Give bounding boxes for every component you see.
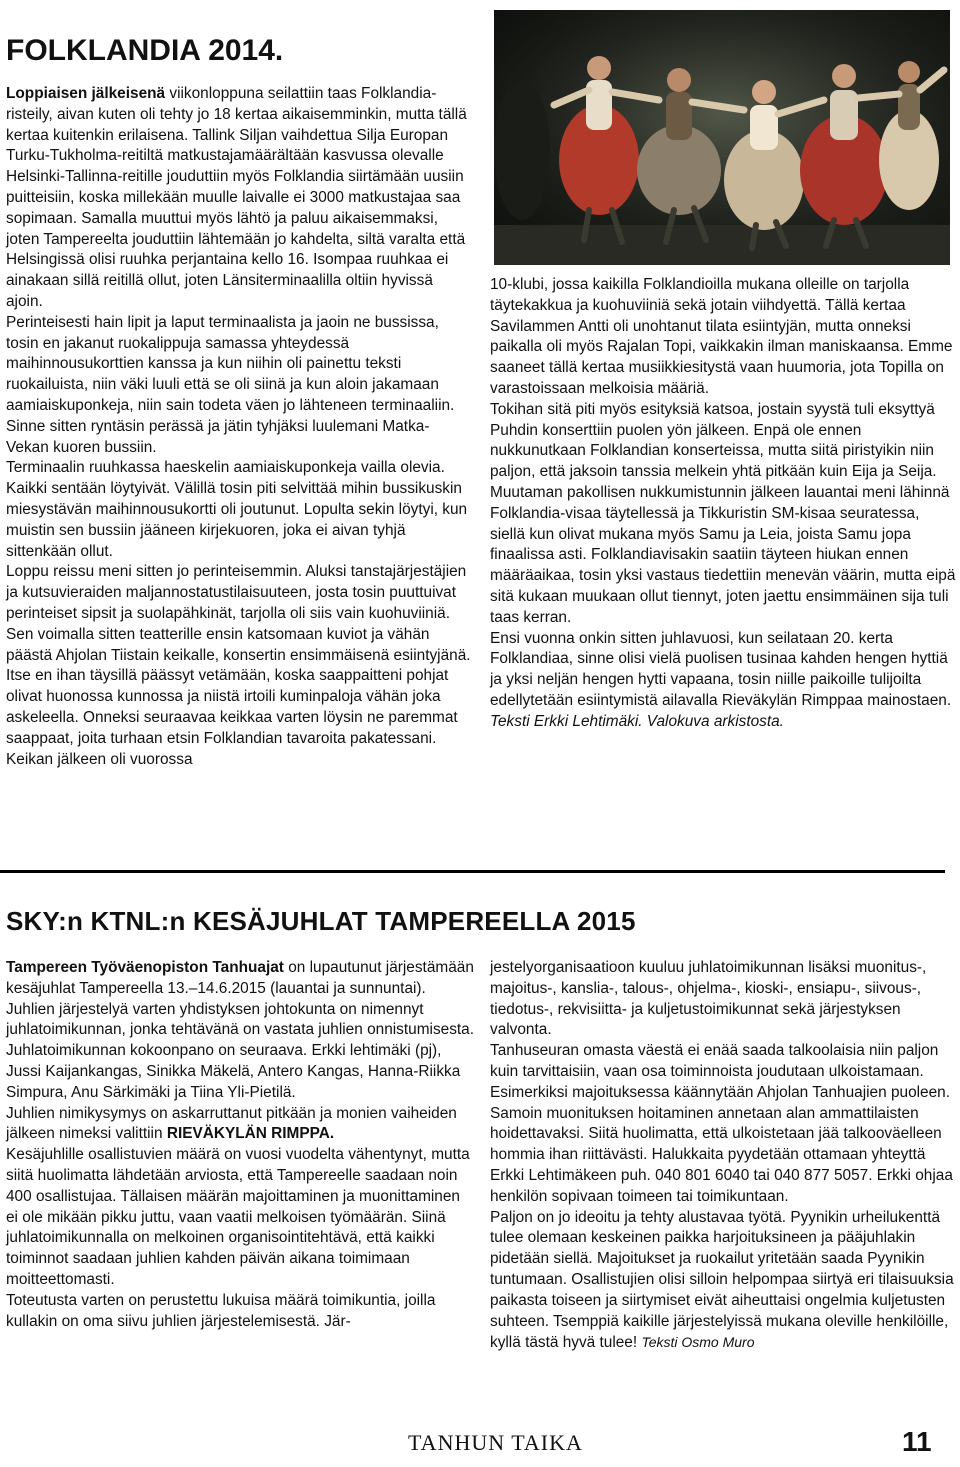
paragraph-text: Juhlien nimikysymys on askarruttanut pitkään ja monien vaiheiden jälkeen nimeksi valittiin bbox=[6, 1104, 457, 1143]
paragraph-text: Paljon on jo ideoitu ja tehty alustavaa työtä. Pyynikin urheilukenttä tulee olemaan keskeinen paikka harjoituksineen ja pääjuhlakin pidetään siellä. Majoitukset ja ruokailut yritetään saada Pyynikin tuntumaan. Osallistujien olisi silloin helpompaa siirtyä eri tilaisuuksia paikasta toiseen ja siirtymiset eivät aiheuttaisi ongelmia kuljetusten suhteen. Tsemppiä kaikille järjestelyissä mukana oleville henkilöille, kyllä tästä hyvä tulee! bbox=[490, 1208, 954, 1352]
article-title: FOLKLANDIA 2014. bbox=[6, 34, 284, 67]
paragraph bbox=[6, 958, 474, 1000]
paragraph: jestelyorganisaatioon kuuluu juhlatoimikunnan lisäksi muonitus-, majoitus-, kanslia-, talous-, ohjelma-, kioski-, ensiapu-, siivous-, tiedotus-, rekvisiitta- ja kuljetustoimikunnat sekä järjestyksen valvonta. bbox=[490, 959, 927, 1039]
paragraph: 10-klubi, jossa kaikilla Folklandioilla mukana olleille on tarjolla täytekakkua ja kuohuviiniä sekä jotain viihdyettä. Tällä kertaa Savilammen Antti oli unohtanut tilata esiintyjän, mutta onneksi paikalla oli myös Rajalan Topi, vaikkakin ilman maniskaansa. Emme saaneet tällä kertaa musiikkiesitystä vaan huumoria, jota Topilla on varastoissaan melkoisia määriä. bbox=[490, 276, 953, 397]
paragraph bbox=[6, 84, 472, 313]
article-right-column bbox=[490, 958, 954, 1354]
paragraph: Perinteisesti hain lipit ja laput terminaalista ja jaoin ne bussissa, tosin en jakanut ruokalippuja samassa yhteydessä maihinnousukorttien kanssa ja kun niihin oli painettu teksti ruokailuista, niin väki luuli että se oli siinä ja kun aloin jakamaan aamiaiskuponkeja, niin sain todeta väen jo lähteneen terminaaliin. Sinne sitten ryntäsin perässä ja jätin tyhjäksi luulemani Matka-Vekan kuoren bussiin. bbox=[6, 313, 455, 456]
paragraph-text: on lupautunut järjestämään kesäjuhlat Tampereella 13.–14.6.2015 (lauantai ja sunnuntai). bbox=[6, 959, 474, 997]
lead-bold: Tampereen Työväenopiston Tanhuajat bbox=[6, 959, 284, 976]
paragraph: Kesäjuhlille osallistuvien määrä on vuosi vuodelta vähentynyt, mutta siitä huolimatta lähdetään arviosta, että Tampereelle saadaan noin 400 osallistujaa. Tällaisen määrän majoittaminen ja muonittaminen ei ole mikään pikku juttu, vaan vaatii melkoisen työmäärän. Siinä juhlatoimikunnalla on melkoinen organisointitehtävä, että kaikki toiminnot saadaan juhlien kahden päivän aikana toimimaan moitteettomasti. bbox=[6, 1146, 470, 1288]
photo-credit: Teksti Erkki Lehtimäki. Valokuva arkistosta. bbox=[490, 712, 784, 730]
paragraph bbox=[6, 1104, 474, 1146]
page-number: 11 bbox=[902, 1426, 932, 1457]
article-left-column bbox=[6, 84, 472, 770]
article-left-column bbox=[6, 958, 474, 1332]
paragraph bbox=[490, 1208, 954, 1355]
section-divider bbox=[0, 870, 945, 873]
paragraph: Toteutusta varten on perustettu lukuisa määrä toimikuntia, joilla kullakin on oma siivu juhlien järjestelemisestä. Jär- bbox=[6, 1291, 436, 1330]
dance-photo bbox=[494, 10, 950, 265]
article-title: SKY:n KTNL:n KESÄJUHLAT TAMPEREELLA 2015 bbox=[6, 906, 636, 936]
paragraph: Tanhuseuran omasta väestä ei enää saada talkoolaisia niin paljon kuin tarvittaisiin, vaan osa toiminnoista joudutaan ulkoistamaan. Esimerkiksi majoituksessa käännytään Ahjolan Tanhuajien puoleen. Samoin muonituksen hoitaminen annetaan alan ammattilaisten hoidettavaksi. Siitä huolimatta, että ulkoistetaan jää talkooväelleen hommia ihan riittävästi. Halukkaita pyydetään ottamaan yhteyttä Erkki Lehtimäkeen puh. 040 801 6040 tai 040 877 5057. Erkki ohjaa henkilön sopivaan toimeen tai toimikuntaan. bbox=[490, 1042, 953, 1205]
article-right-column bbox=[490, 275, 958, 733]
paragraph: Terminaalin ruuhkassa haeskelin aamiaiskuponkeja vailla olevia. Kaikki sentään löytyivät. Välillä tosin piti selvittää mihin bussikuskin miesystävän maihinnousukortti oli joutunut. Lopulta sekin löytyi, kun muistin sen bussiin jääneen kirjekuoren, joka ei aivan tyhjä sittenkään ollut. bbox=[6, 459, 468, 560]
paragraph: Tokihan sitä piti myös esityksiä katsoa, jostain syystä tuli eksyttyä Puhdin konserttiin puolen yön jälkeen. Enpä ole ennen nukkunutkaan Folklandian konserteissa, mutta siitä piristyikin niin paljon, että jaksoin tanssia melkein yhtä pitkään kuin Eija ja Seija. bbox=[490, 400, 937, 481]
event-name: RIEVÄKYLÄN RIMPPA. bbox=[166, 1125, 335, 1143]
author-credit: Teksti Osmo Muro bbox=[641, 1334, 755, 1351]
paragraph: Muutaman pakollisen nukkumistunnin jälkeen lauantai meni lähinnä Folklandia-visaa täytellessä ja Tikkuristin SM-kisaa seuratessa, siellä kun olivat mukana myös Samu ja Leia, joista Samu jopa finaalissa asti. Folklandiavisakin saatiin täyteen hiukan ennen määräaikaa, tosin yksi vastaus tiedettiin menevän väärin, mutta eipä sitä kukaan muukaan ollut tiennyt, joten jaettu ensimmäinen sija tuli taas kerran. bbox=[490, 483, 956, 626]
paragraph: Ensi vuonna onkin sitten juhlavuosi, kun seilataan 20. kerta Folklandiaa, sinne olisi vielä puolisen tusinaa kahden hengen hyttiä ja yksi neljän hengen hytti vapaana, tosin niille paikoille tulijoilta edellytetään esiintymistä ailavalla Rieväkylän Rimppaa mainostaen. bbox=[490, 629, 952, 709]
dancers-illustration bbox=[494, 10, 950, 265]
paragraph: Loppu reissu meni sitten jo perinteisemmin. Aluksi tanstajärjestäjien ja kutsuvieraiden maljannostatustilaisuuteen, josta tosin puuttuivat perinteiset sipsit ja suolapähkinät, tarjolla oli siis vain kuohuviiniä. Sen voimalla sitten teatterille ensin katsomaan kuviot ja vähän päästä Ahjolan Tiistain keikalle, konsertin ensimmäisenä esiintyjänä. Itse en ihan täysillä päässyt vetämään, koska saappaitteni pohjat olivat huonossa kunnossa ja niistä irtoili kuminpaloja vähän joka askeleella. Onneksi seuraavaa keikkaa varten löysin ne paremmat saappaat, joita turhaan etsin Folklandian tavaroita pakatessani. Keikan jälkeen oli vuorossa bbox=[6, 563, 471, 768]
paragraph: Juhlien järjestelyä varten yhdistyksen johtokunta on nimennyt juhlatoimikunnan, jonka tehtävänä on vastata juhlien onnistumisesta. Juhlatoimikunnan kokoonpano on seuraava. Erkki lehtimäki (pj), Jussi Kaijankangas, Sinikka Mäkelä, Antero Kangas, Hanna-Riikka Simpura, Anu Särkimäki ja Tiina Yli-Pietilä. bbox=[6, 1000, 475, 1101]
lead-bold: Loppiaisen jälkeisenä bbox=[6, 85, 166, 102]
magazine-name: TANHUN TAIKA bbox=[408, 1430, 583, 1455]
paragraph-text: viikonloppuna seilattiin taas Folklandia-risteily, aivan kuten oli tehty jo 18 kertaa aikaisemminkin, mutta tällä kertaa kuitenkin erilaisena. Tallink Siljan vaihdettua Silja Europan Turku-Tukholma-reitiltä matkustajamäärältään kasvussa olevalle Helsinki-Tallinna-reitille jouduttiin myös Folklandia siirtämään uusiin puitteisiin, koska millekään muulle laivalle ei 3000 matkustajaa saa sopimaan. Samalla muuttui myös lähtö ja paluu aikaisemmaksi, joten Tampereelta jouduttiin lähtemään jo kahdelta, siltä varalta että Helsingissä olisi ruuhka perjantaina kello 16. Isompaa ruuhkaa ei ainakaan sillä reitillä ollut, joten Länsiterminaalilla oltiin hyvissä ajoin. bbox=[6, 85, 467, 310]
